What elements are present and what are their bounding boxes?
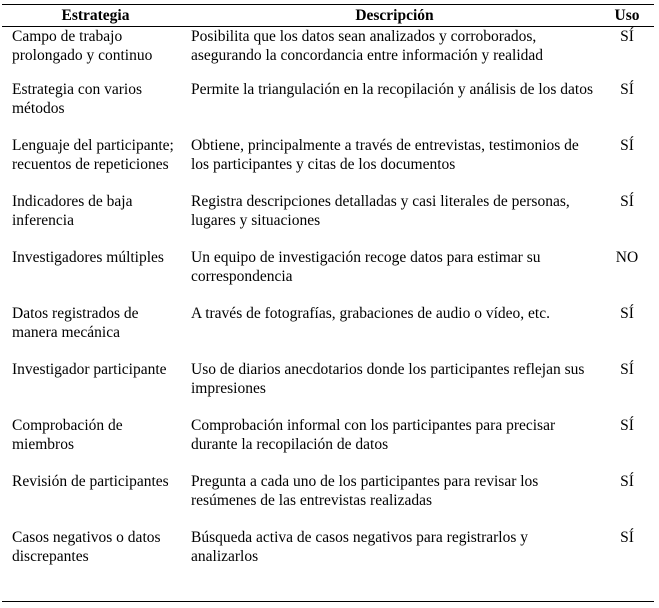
strategy-cell: Indicadores de baja inferencia bbox=[12, 193, 133, 229]
description-cell: Posibilita que los datos sean analizados y corroborados, asegurando la concordancia entre información y realidad bbox=[191, 28, 544, 64]
strategies-table-container bbox=[2, 4, 654, 582]
header-description: Descripción bbox=[355, 7, 434, 24]
table-row bbox=[2, 136, 654, 192]
table-row bbox=[2, 416, 654, 472]
table-row bbox=[2, 192, 654, 248]
table-row bbox=[2, 27, 654, 81]
strategies-table bbox=[2, 4, 654, 582]
table-row bbox=[2, 528, 654, 582]
strategy-cell: Lenguaje del participante; recuentos de repeticiones bbox=[12, 137, 174, 173]
bottom-rule-divider bbox=[2, 601, 654, 602]
table-row bbox=[2, 360, 654, 416]
strategy-cell: Investigador participante bbox=[12, 361, 167, 378]
header-strategy: Estrategia bbox=[61, 7, 130, 24]
description-cell: A través de fotografías, grabaciones de audio o vídeo, etc. bbox=[191, 305, 550, 322]
use-cell: SÍ bbox=[620, 137, 634, 154]
header-use: Uso bbox=[614, 7, 640, 24]
strategy-cell: Casos negativos o datos discrepantes bbox=[12, 529, 161, 565]
use-cell: NO bbox=[615, 249, 639, 266]
use-cell: SÍ bbox=[620, 361, 634, 378]
table-row bbox=[2, 80, 654, 136]
table-body bbox=[2, 27, 654, 583]
header-row bbox=[2, 5, 654, 27]
use-cell: SÍ bbox=[620, 81, 634, 98]
description-cell: Obtiene, principalmente a través de entrevistas, testimonios de los participantes y citas de los documentos bbox=[191, 137, 579, 173]
table-row bbox=[2, 304, 654, 360]
description-cell: Uso de diarios anecdotarios donde los participantes reflejan sus impresiones bbox=[191, 361, 585, 397]
use-cell: SÍ bbox=[620, 305, 634, 322]
strategy-cell: Comprobación de miembros bbox=[12, 417, 123, 453]
strategy-cell: Revisión de participantes bbox=[12, 473, 169, 490]
description-cell: Un equipo de investigación recoge datos para estimar su correspondencia bbox=[191, 249, 541, 285]
use-cell: SÍ bbox=[620, 417, 634, 434]
table-row bbox=[2, 248, 654, 304]
description-cell: Registra descripciones detalladas y casi literales de personas, lugares y situaciones bbox=[191, 193, 570, 229]
description-cell: Búsqueda activa de casos negativos para registrarlos y analizarlos bbox=[191, 529, 529, 565]
description-cell: Comprobación informal con los participantes para precisar durante la recopilación de datos bbox=[191, 417, 556, 453]
table-header bbox=[2, 5, 654, 27]
use-cell: SÍ bbox=[620, 473, 634, 490]
use-cell: SÍ bbox=[620, 28, 634, 45]
strategy-cell: Datos registrados de manera mecánica bbox=[12, 305, 139, 341]
strategy-cell: Estrategia con varios métodos bbox=[12, 81, 142, 117]
strategy-cell: Investigadores múltiples bbox=[12, 249, 164, 266]
strategy-cell: Campo de trabajo prolongado y continuo bbox=[12, 28, 153, 64]
use-cell: SÍ bbox=[620, 529, 634, 546]
description-cell: Pregunta a cada uno de los participantes para revisar los resúmenes de las entrevistas realizadas bbox=[191, 473, 539, 509]
use-cell: SÍ bbox=[620, 193, 634, 210]
description-cell: Permite la triangulación en la recopilación y análisis de los datos bbox=[191, 81, 594, 98]
table-row bbox=[2, 472, 654, 528]
